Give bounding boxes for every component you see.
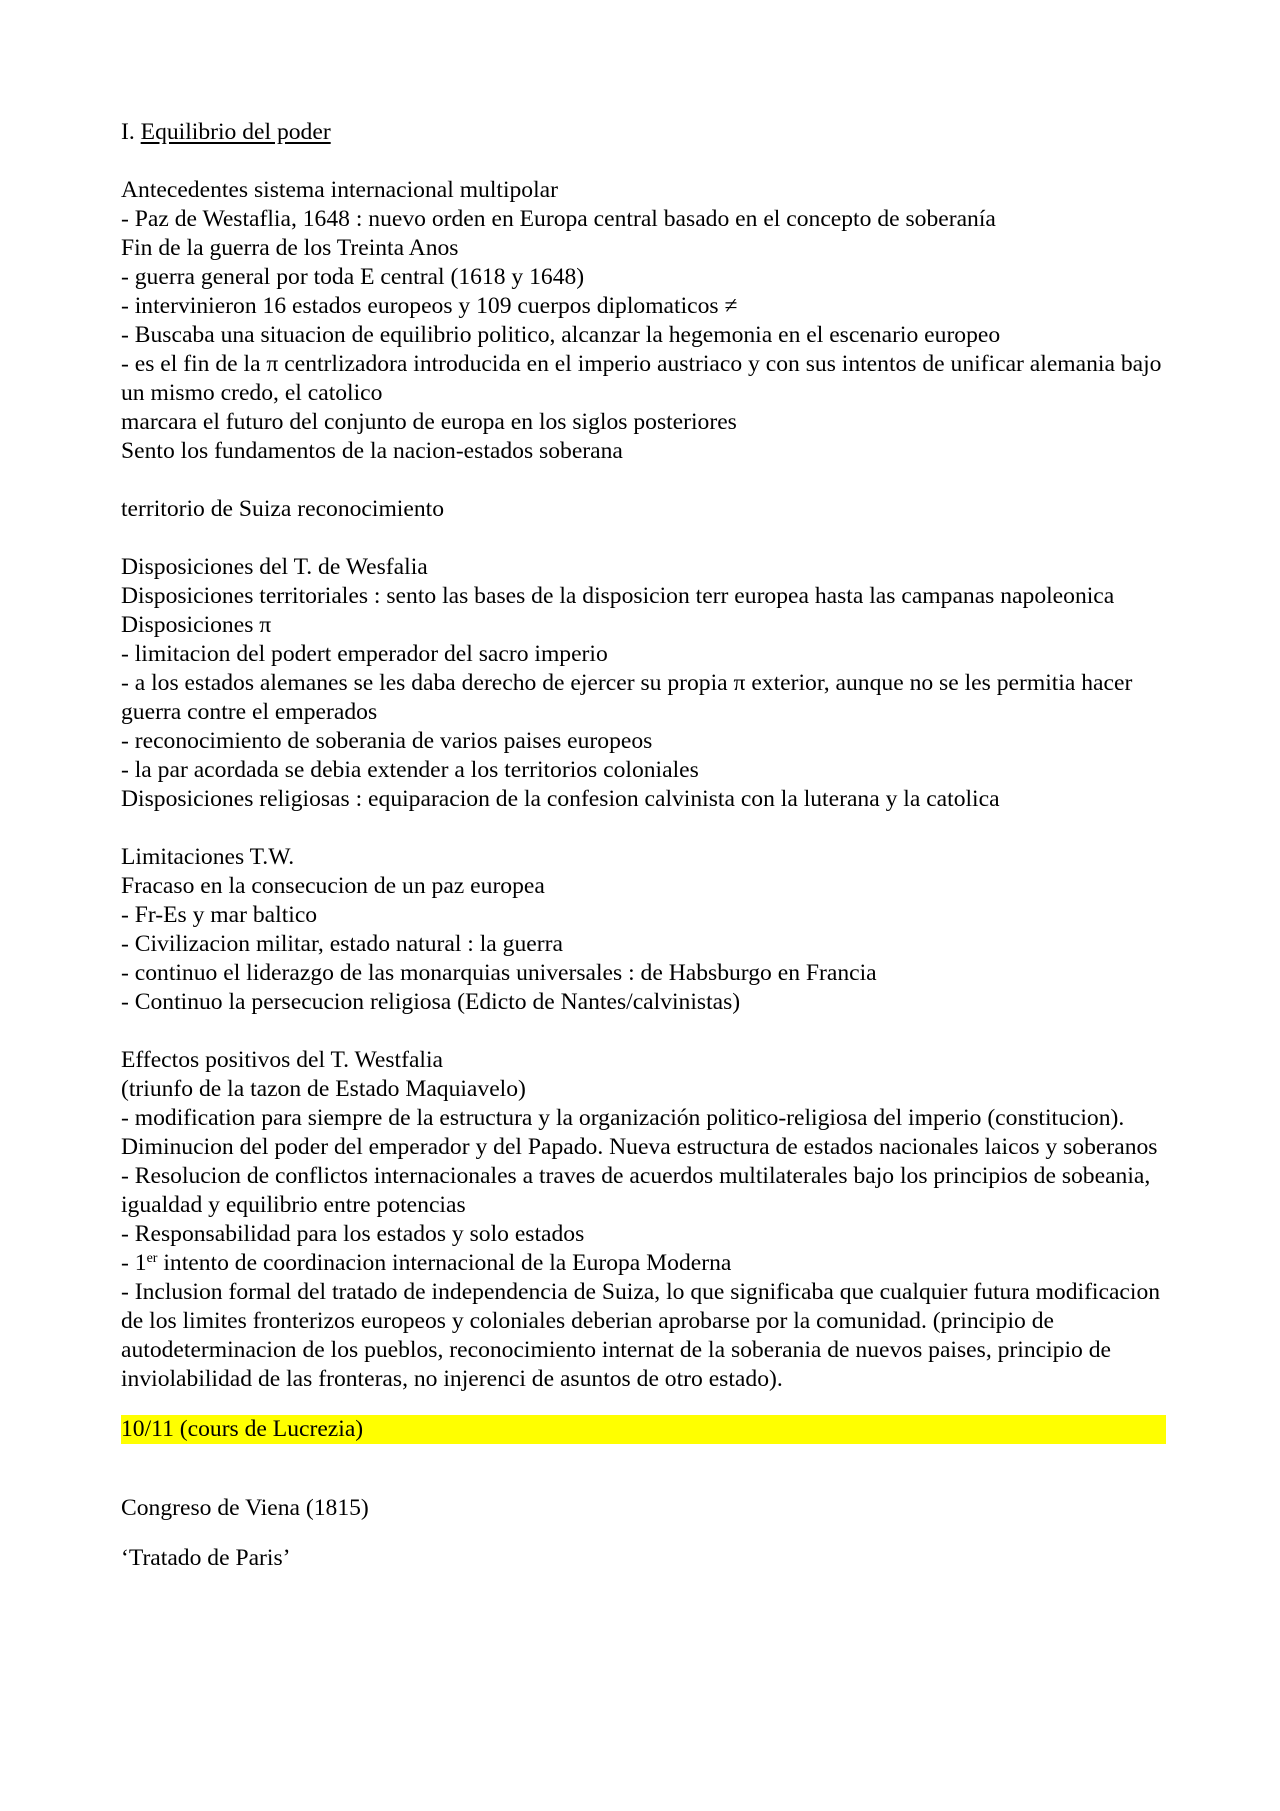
blank-line <box>121 466 1166 495</box>
paragraph-line: - intervinieron 16 estados europeos y 109 cuerpos diplomaticos ≠ <box>121 293 738 319</box>
congreso-line: Congreso de Viena (1815) <box>121 1495 369 1521</box>
paragraph-line: territorio de Suiza reconocimiento <box>121 496 444 522</box>
paragraph-line: Disposiciones religiosas : equiparacion de la confesion calvinista con la luterana y la catolica <box>121 786 1000 812</box>
paragraph-line: - continuo el liderazgo de las monarquias universales : de Habsburgo en Francia <box>121 960 877 986</box>
paragraph-line: marcara el futuro del conjunto de europa en los siglos posteriores <box>121 409 737 435</box>
blank-line <box>121 1444 1166 1473</box>
blank-line <box>121 1017 1166 1046</box>
paragraph-line: Antecedentes sistema internacional multipolar <box>121 177 558 203</box>
heading-title: Equilibrio del poder <box>140 119 331 145</box>
paragraph-line: Limitaciones T.W. <box>121 844 295 870</box>
paragraph-line: (triunfo de la tazon de Estado Maquiavelo) <box>121 1076 526 1102</box>
paragraph-line: Fracaso en la consecucion de un paz europea <box>121 873 545 899</box>
paragraph-line: - Fr-Es y mar baltico <box>121 902 318 928</box>
paragraph-line: - Buscaba una situacion de equilibrio politico, alcanzar la hegemonia en el escenario europeo <box>121 322 1001 348</box>
section-antecedentes <box>121 176 1166 466</box>
first-attempt-superscript: er <box>146 1251 158 1266</box>
paragraph-line: - guerra general por toda E central (1618 y 1648) <box>121 264 585 290</box>
blank-line <box>121 1394 1166 1415</box>
paragraph-line: Effectos positivos del T. Westfalia <box>121 1047 444 1073</box>
paragraph-line: - Inclusion formal del tratado de independencia de Suiza, lo que significaba que cualquier futura modificacion de los limites fronterizos europeos y coloniales deberian aprobarse por la comunidad. (principio de autodeterminacion de los pueblos, reconocimiento internat de la soberania de nuevos paises, principio de inviolabilidad de las fronteras, no injerenci de asuntos de otro estado). <box>121 1279 1161 1392</box>
section-effectos <box>121 1046 1166 1394</box>
paragraph-line: - limitacion del podert emperador del sacro imperio <box>121 641 608 667</box>
paragraph-line: - Responsabilidad para los estados y solo estados <box>121 1221 585 1247</box>
section-suiza <box>121 495 1166 524</box>
blank-line <box>121 1473 1166 1494</box>
paragraph-line: - Civilizacion militar, estado natural : la guerra <box>121 931 563 957</box>
blank-line <box>121 814 1166 843</box>
paragraph-line: - a los estados alemanes se les daba derecho de ejercer su propia π exterior, aunque no se les permitia hacer guerra contre el emperados <box>121 670 1133 725</box>
paragraph-line: Fin de la guerra de los Treinta Anos <box>121 235 459 261</box>
paragraph-line: Sento los fundamentos de la nacion-estados soberana <box>121 438 623 464</box>
blank-line <box>121 1523 1166 1544</box>
blank-line <box>121 147 1166 176</box>
highlighted-date-line: 10/11 (cours de Lucrezia) <box>121 1415 1166 1444</box>
heading-number: I. <box>121 119 141 145</box>
paragraph-line: - Paz de Westaflia, 1648 : nuevo orden en Europa central basado en el concepto de soberanía <box>121 206 996 232</box>
tratado-line: ‘Tratado de Paris’ <box>121 1545 291 1571</box>
paragraph-line: - es el fin de la π centrlizadora introducida en el imperio austriaco y con sus intentos de unificar alemania bajo un mismo credo, el catolico <box>121 351 1162 406</box>
document-body <box>121 118 1166 1573</box>
paragraph-line: - modification para siempre de la estructura y la organización politico-religiosa del imperio (constitucion). Diminucion del poder del emperador y del Papado. Nueva estructura de estados nacionales laicos y soberanos <box>121 1105 1158 1160</box>
paragraph-line: - reconocimiento de soberania de varios paises europeos <box>121 728 653 754</box>
paragraph-line: Disposiciones territoriales : sento las bases de la disposicion terr europea hasta las campanas napoleonica <box>121 583 1115 609</box>
section-disposiciones <box>121 553 1166 814</box>
paragraph-line: - Continuo la persecucion religiosa (Edicto de Nantes/calvinistas) <box>121 989 741 1015</box>
first-attempt-prefix: - 1 <box>121 1250 147 1276</box>
blank-line <box>121 524 1166 553</box>
first-attempt-rest: intento de coordinacion internacional de la Europa Moderna <box>157 1250 732 1276</box>
paragraph-line: - Resolucion de conflictos internacionales a traves de acuerdos multilaterales bajo los principios de sobeania, igualdad y equilibrio entre potencias <box>121 1163 1151 1218</box>
first-attempt-line <box>121 1249 1166 1278</box>
section-heading <box>121 118 1166 147</box>
paragraph-line: Disposiciones del T. de Wesfalia <box>121 554 428 580</box>
section-limitaciones <box>121 843 1166 1017</box>
paragraph-line: - la par acordada se debia extender a los territorios coloniales <box>121 757 699 783</box>
paragraph-line: Disposiciones π <box>121 612 272 638</box>
